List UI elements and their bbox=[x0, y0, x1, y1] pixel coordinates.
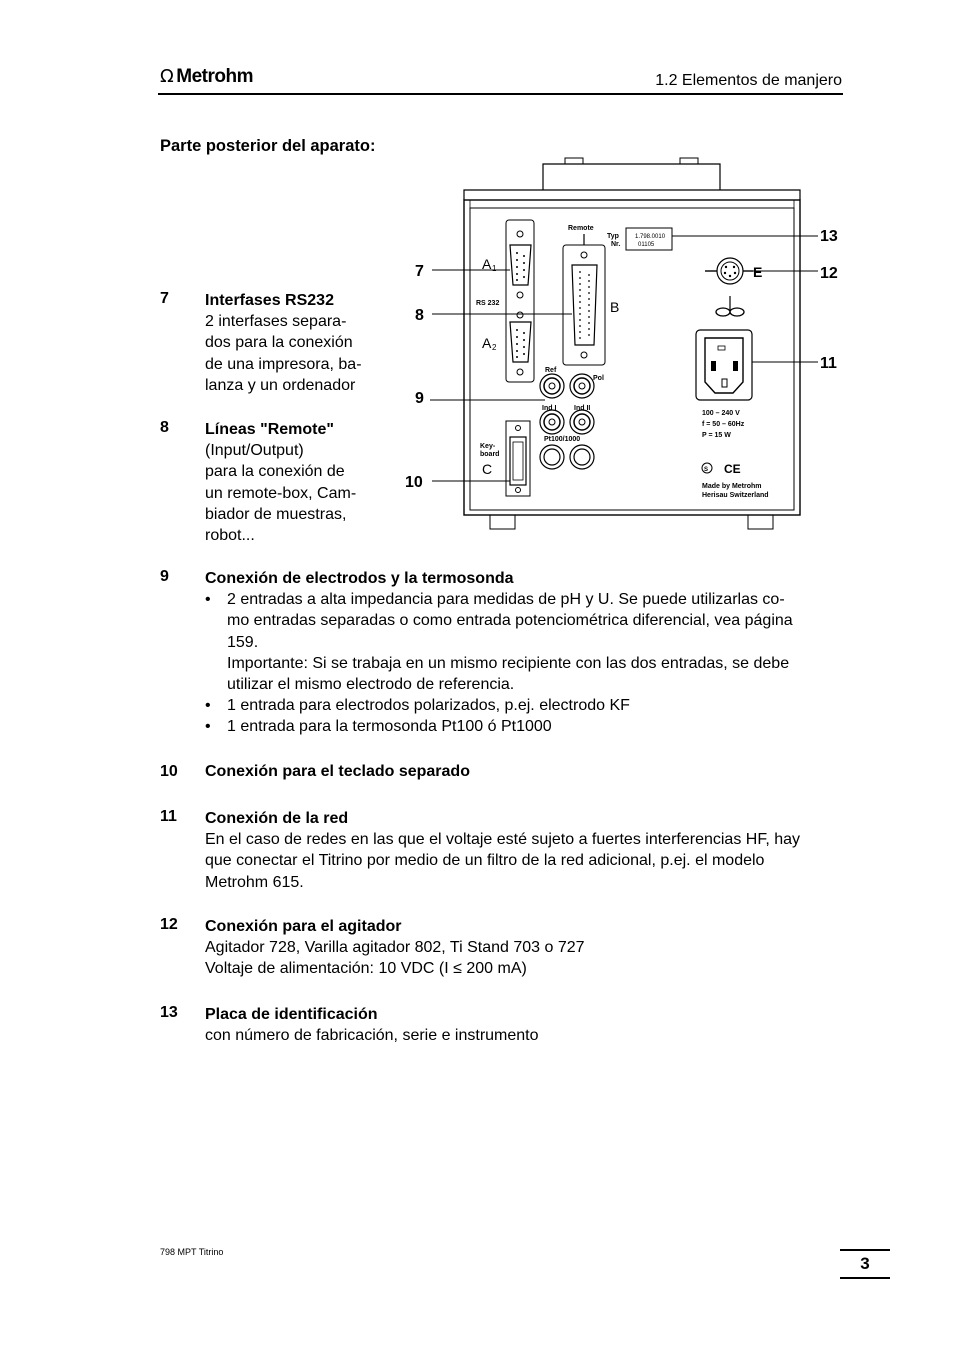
bullet-line: 1 entrada para la termosonda Pt100 ó Pt1000 bbox=[227, 718, 552, 736]
label-nr: Nr. bbox=[611, 241, 621, 248]
label-ref: Ref bbox=[545, 367, 557, 374]
bullet-line: Importante: Si se trabaja en un mismo recipiente con las dos entradas, se debe bbox=[227, 654, 790, 672]
label-key: Key- bbox=[480, 443, 496, 450]
item-11 bbox=[205, 808, 850, 893]
label-a1-sub: 1 bbox=[492, 264, 497, 273]
callout-10: 10 bbox=[405, 474, 423, 491]
item-11-title: Conexión de la red bbox=[205, 810, 349, 827]
item-8-line: un remote-box, Cam- bbox=[205, 484, 357, 502]
label-ind2: Ind II bbox=[574, 405, 591, 412]
omega-logo-icon: Ω bbox=[160, 66, 174, 87]
callout-12: 12 bbox=[820, 265, 838, 282]
handle-foot-left bbox=[565, 158, 583, 164]
label-board: board bbox=[480, 451, 500, 458]
made-by-line2: Herisau Switzerland bbox=[702, 492, 769, 499]
item-13-number: 13 bbox=[160, 1004, 178, 1021]
keyboard-connector bbox=[510, 437, 526, 485]
callout-13: 13 bbox=[820, 228, 838, 245]
section-title: 1.2 Elementos de manjero bbox=[655, 72, 842, 89]
remote-connector bbox=[572, 265, 597, 345]
item-9-title: Conexión de electrodos y la termosonda bbox=[205, 570, 514, 587]
label-ind1: Ind I bbox=[542, 405, 557, 412]
label-rs232: RS 232 bbox=[476, 300, 500, 307]
item-7-title: Interfases RS232 bbox=[205, 292, 334, 309]
item-12-title: Conexión para el agitador bbox=[205, 918, 402, 935]
bullet-dot-icon: • bbox=[205, 718, 211, 736]
bullet-dot-icon: • bbox=[205, 697, 211, 715]
bullet-line: 1 entrada para electrodos polarizados, p.ej. electrodo KF bbox=[227, 697, 630, 715]
item-7-line: dos para la conexión bbox=[205, 334, 353, 352]
item-11-number: 11 bbox=[160, 808, 177, 825]
page-number: 3 bbox=[840, 1249, 890, 1279]
bullet-line: 2 entradas a alta impedancia para medidas de pH y U. Se puede utilizarlas co- bbox=[227, 591, 785, 609]
item-8 bbox=[205, 419, 395, 546]
rs232-plate bbox=[506, 220, 534, 382]
label-a2-sub: 2 bbox=[492, 343, 497, 352]
label-c: C bbox=[482, 461, 493, 477]
rear-panel-diagram bbox=[400, 150, 850, 540]
item-8-line: para la conexión de bbox=[205, 463, 345, 481]
bullet-dot-icon: • bbox=[205, 591, 211, 609]
item-7-line: lanza y un ordenador bbox=[205, 376, 356, 394]
housing-outline bbox=[464, 200, 800, 515]
item-11-line: que conectar el Titrino por medio de un filtro de la red adicional, p.ej. el modelo bbox=[205, 852, 765, 870]
item-13 bbox=[205, 1004, 850, 1046]
item-12-line: Agitador 728, Varilla agitador 802, Ti Stand 703 o 727 bbox=[205, 939, 585, 957]
bullet-line: 159. bbox=[227, 633, 259, 651]
item-11-line: Metrohm 615. bbox=[205, 873, 304, 891]
item-8-number: 8 bbox=[160, 419, 169, 436]
remote-plate bbox=[563, 245, 605, 365]
callout-7: 7 bbox=[415, 263, 424, 280]
label-a2: A bbox=[482, 335, 492, 351]
rating-voltage: 100 – 240 V bbox=[702, 410, 740, 417]
foot-right bbox=[748, 515, 773, 529]
item-7-number: 7 bbox=[160, 290, 169, 307]
item-8-line: biador de muestras, bbox=[205, 505, 347, 523]
label-pol: Pol bbox=[593, 375, 604, 382]
handle-outline bbox=[543, 164, 720, 190]
item-7-line: 2 interfases separa- bbox=[205, 313, 347, 331]
item-13-title: Placa de identificación bbox=[205, 1006, 378, 1023]
bullet-line: mo entradas separadas o como entrada potenciométrica diferencial, vea página bbox=[227, 612, 793, 630]
type-plate-nr-value: 01105 bbox=[638, 242, 655, 248]
item-8-line: robot... bbox=[205, 527, 255, 545]
item-10-number: 10 bbox=[160, 763, 178, 780]
bullet-line: utilizar el mismo electrodo de referencia. bbox=[227, 676, 515, 694]
logo-text: Metrohm bbox=[176, 66, 253, 87]
label-remote: Remote bbox=[568, 225, 594, 232]
item-9-number: 9 bbox=[160, 568, 169, 585]
item-12-number: 12 bbox=[160, 916, 178, 933]
rear-panel bbox=[470, 208, 794, 510]
item-9 bbox=[205, 568, 850, 738]
item-8-line: (Input/Output) bbox=[205, 442, 304, 460]
svg-text:S: S bbox=[704, 467, 709, 473]
item-8-title: Líneas "Remote" bbox=[205, 421, 334, 438]
bullet-item bbox=[205, 716, 850, 737]
label-b: B bbox=[610, 299, 620, 315]
label-e: E bbox=[753, 264, 763, 280]
label-a1: A bbox=[482, 256, 492, 272]
item-11-line: En el caso de redes en las que el voltaje esté sujeto a fuertes interferencias HF, hay bbox=[205, 831, 801, 849]
rs232-a2-connector bbox=[510, 322, 531, 362]
rs232-a1-connector bbox=[510, 245, 531, 285]
type-plate-typ-value: 1.798.0010 bbox=[635, 234, 666, 240]
item-13-line: con número de fabricación, serie e instrumento bbox=[205, 1027, 539, 1045]
rating-power: P = 15 W bbox=[702, 432, 731, 439]
label-pt: Pt100/1000 bbox=[544, 436, 581, 443]
item-12 bbox=[205, 916, 850, 980]
stirrer-icon bbox=[716, 296, 744, 316]
metrohm-logo bbox=[160, 66, 253, 88]
handle-foot-right bbox=[680, 158, 698, 164]
housing-top bbox=[464, 190, 800, 200]
ce-mark: CE bbox=[724, 462, 741, 476]
rating-frequency: f = 50 – 60Hz bbox=[702, 421, 745, 428]
item-7 bbox=[205, 290, 395, 396]
callout-11: 11 bbox=[820, 355, 837, 372]
foot-left bbox=[490, 515, 515, 529]
bullet-item bbox=[205, 695, 850, 716]
section-heading: Parte posterior del aparato: bbox=[160, 137, 376, 155]
item-12-line: Voltaje de alimentación: 10 VDC (I ≤ 200 mA) bbox=[205, 960, 527, 978]
item-9-bullets bbox=[205, 589, 850, 737]
made-by-line1: Made by Metrohm bbox=[702, 483, 762, 490]
callout-9: 9 bbox=[415, 390, 424, 407]
item-7-line: de una impresora, ba- bbox=[205, 355, 362, 373]
item-10-title: Conexión para el teclado separado bbox=[205, 763, 470, 780]
label-typ: Typ bbox=[607, 233, 619, 240]
header-rule bbox=[158, 93, 843, 95]
bullet-item bbox=[205, 589, 850, 695]
callout-8: 8 bbox=[415, 307, 424, 324]
footer-model: 798 MPT Titrino bbox=[160, 1247, 224, 1257]
